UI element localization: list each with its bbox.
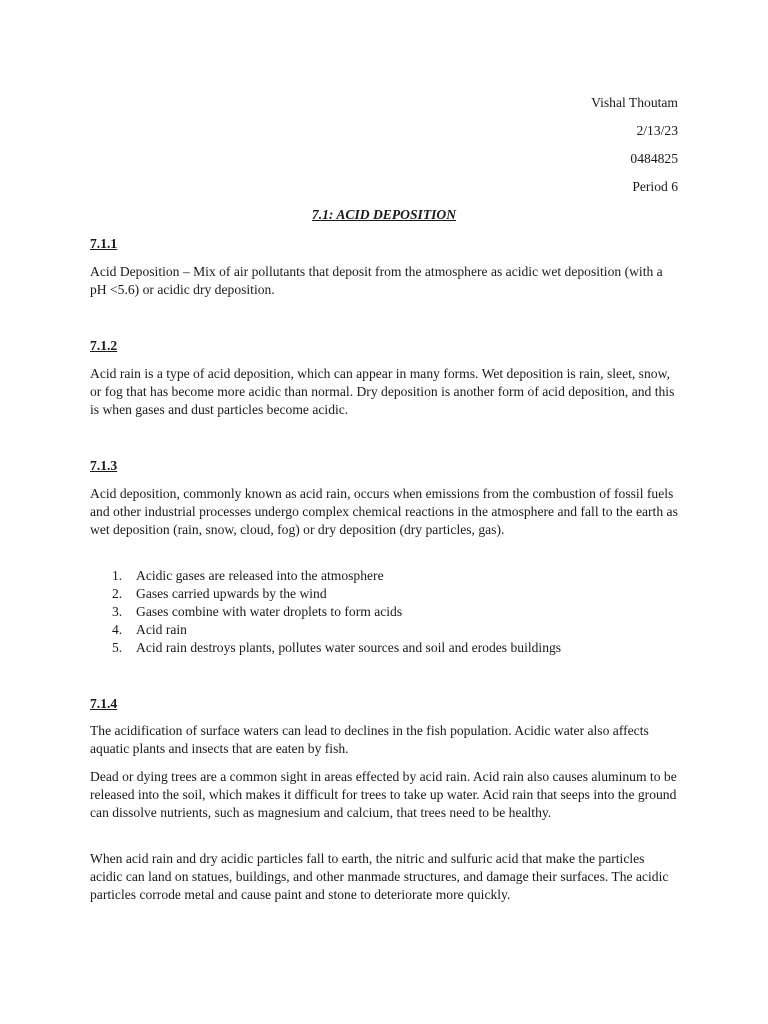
section-heading-7-1-3: 7.1.3 — [90, 458, 118, 473]
header-date: 2/13/23 — [636, 123, 678, 138]
section-heading-7-1-2: 7.1.2 — [90, 338, 118, 353]
list-item-text: Acid rain destroys plants, pollutes water sources and soil and erodes buildings — [136, 640, 562, 655]
list-item-number: 5. — [112, 640, 123, 655]
list-item-number: 2. — [112, 586, 123, 601]
student-id: 0484825 — [630, 151, 678, 166]
list-item-text: Gases carried upwards by the wind — [136, 586, 327, 601]
section-7-1-4-paragraph-1: The acidification of surface waters can lead to declines in the fish population. Acidic water also affects aquatic plants and insects that are eaten by fish. — [90, 723, 649, 756]
list-item-number: 1. — [112, 568, 123, 583]
author-name: Vishal Thoutam — [591, 95, 678, 110]
section-7-1-2-paragraph: Acid rain is a type of acid deposition, which can appear in many forms. Wet deposition is rain, sleet, snow, or fog that has become more acidic than normal. Dry deposition is another form of acid deposition, and this is when gases and dust particles become acidic. — [90, 366, 675, 417]
section-7-1-3-paragraph: Acid deposition, commonly known as acid rain, occurs when emissions from the combustion of fossil fuels and other industrial processes undergo complex chemical reactions in the atmosphere and fall to the earth as wet deposition (rain, snow, cloud, fog) or dry deposition (dry particles, gas). — [90, 486, 678, 537]
section-7-1-1-paragraph: Acid Deposition – Mix of air pollutants that deposit from the atmosphere as acidic wet deposition (with a pH <5.6) or acidic dry deposition. — [90, 264, 663, 297]
list-item — [90, 639, 561, 657]
list-item — [90, 585, 561, 603]
list-item-text: Acid rain — [136, 622, 187, 637]
section-7-1-4-paragraph-3: When acid rain and dry acidic particles fall to earth, the nitric and sulfuric acid that make the particles acidic can land on statues, buildings, and other manmade structures, and damage their surfaces. The acidic particles corrode metal and cause paint and stone to deteriorate more quickly. — [90, 851, 669, 902]
list-item — [90, 621, 561, 639]
list-item-text: Gases combine with water droplets to form acids — [136, 604, 403, 619]
acid-rain-process-list — [90, 567, 561, 657]
class-period: Period 6 — [632, 179, 678, 194]
list-item — [90, 567, 561, 585]
list-item — [90, 603, 561, 621]
list-item-text: Acidic gases are released into the atmosphere — [136, 568, 384, 583]
list-item-number: 3. — [112, 604, 123, 619]
section-heading-7-1-4: 7.1.4 — [90, 696, 118, 711]
section-heading-7-1-1: 7.1.1 — [90, 236, 118, 251]
document-title: 7.1: ACID DEPOSITION — [311, 207, 457, 222]
section-7-1-4-paragraph-2: Dead or dying trees are a common sight in areas effected by acid rain. Acid rain also causes aluminum to be released into the soil, which makes it difficult for trees to take up water. Acid rain that seeps into the ground can dissolve nutrients, such as magnesium and calcium, that trees need to be healthy. — [90, 769, 677, 820]
list-item-number: 4. — [112, 622, 123, 637]
